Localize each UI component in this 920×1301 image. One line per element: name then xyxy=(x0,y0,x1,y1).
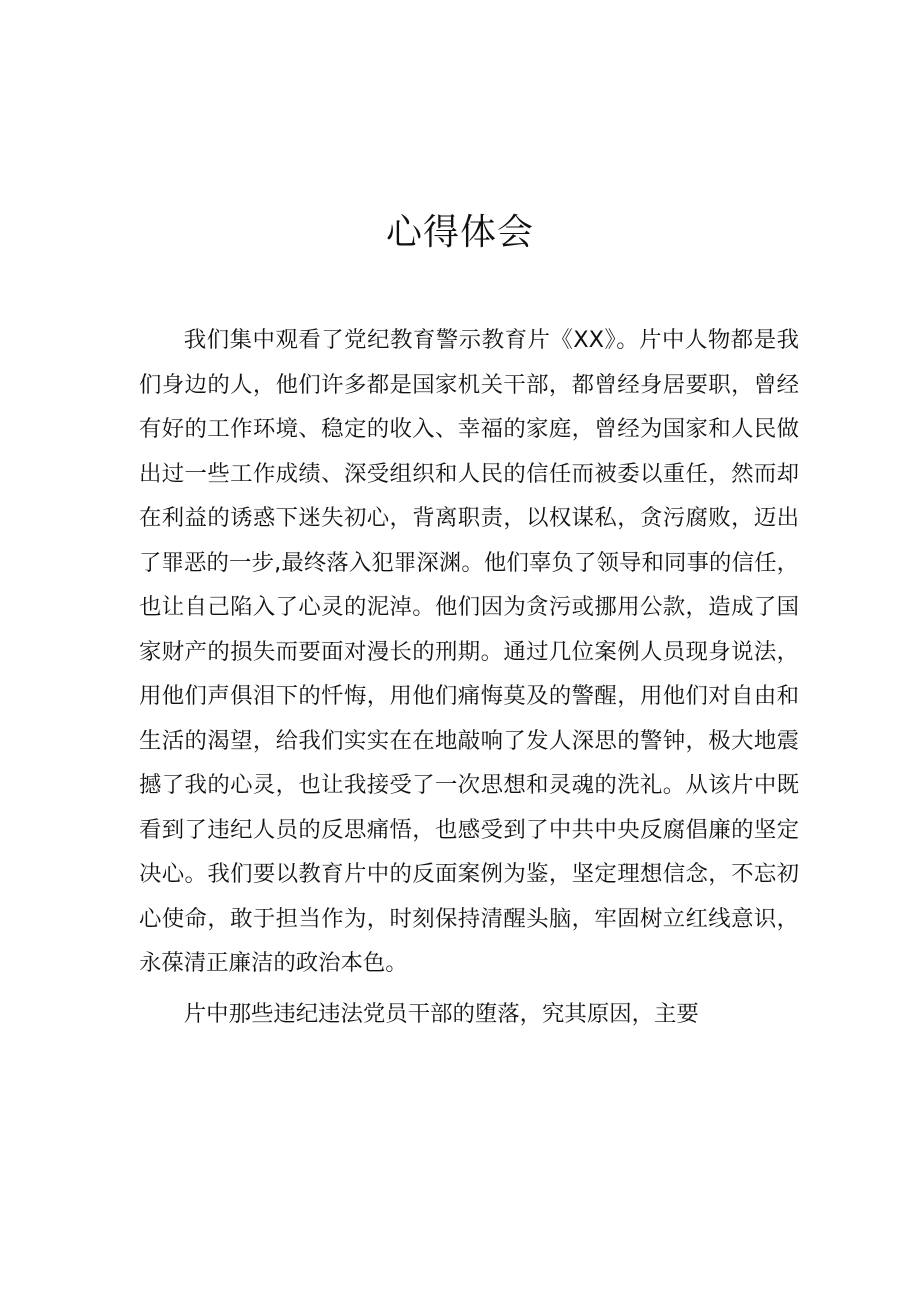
document-body xyxy=(139,318,799,1036)
paragraph-1: 我们集中观看了党纪教育警示教育片《XX》。片中人物都是我们身边的人，他们许多都是国家机关干部，都曾经身居要职，曾经有好的工作环境、稳定的收入、幸福的家庭，曾经为国家和人民做出过一些工作成绩、深受组织和人民的信任而被委以重任，然而却在利益的诱惑下迷失初心，背离职责，以权谋私，贪污腐败，迈出了罪恶的一步,最终落入犯罪深渊。他们辜负了领导和同事的信任，也让自己陷入了心灵的泥淖。他们因为贪污或挪用公款，造成了国家财产的损失而要面对漫长的刑期。通过几位案例人员现身说法，用他们声俱泪下的忏悔，用他们痛悔莫及的警醒，用他们对自由和生活的渴望，给我们实实在在地敲响了发人深思的警钟，极大地震撼了我的心灵，也让我接受了一次思想和灵魂的洗礼。从该片中既看到了违纪人员的反思痛悟，也感受到了中共中央反腐倡廉的坚定决心。我们要以教育片中的反面案例为鉴，坚定理想信念，不忘初心使命，敢于担当作为，时刻保持清醒头脑，牢固树立红线意识，永葆清正廉洁的政治本色。 xyxy=(139,327,799,976)
paragraph-2: 片中那些违纪违法党员干部的堕落，究其原因，主要 xyxy=(183,1000,699,1027)
page-title: 心得体会 xyxy=(385,212,534,253)
